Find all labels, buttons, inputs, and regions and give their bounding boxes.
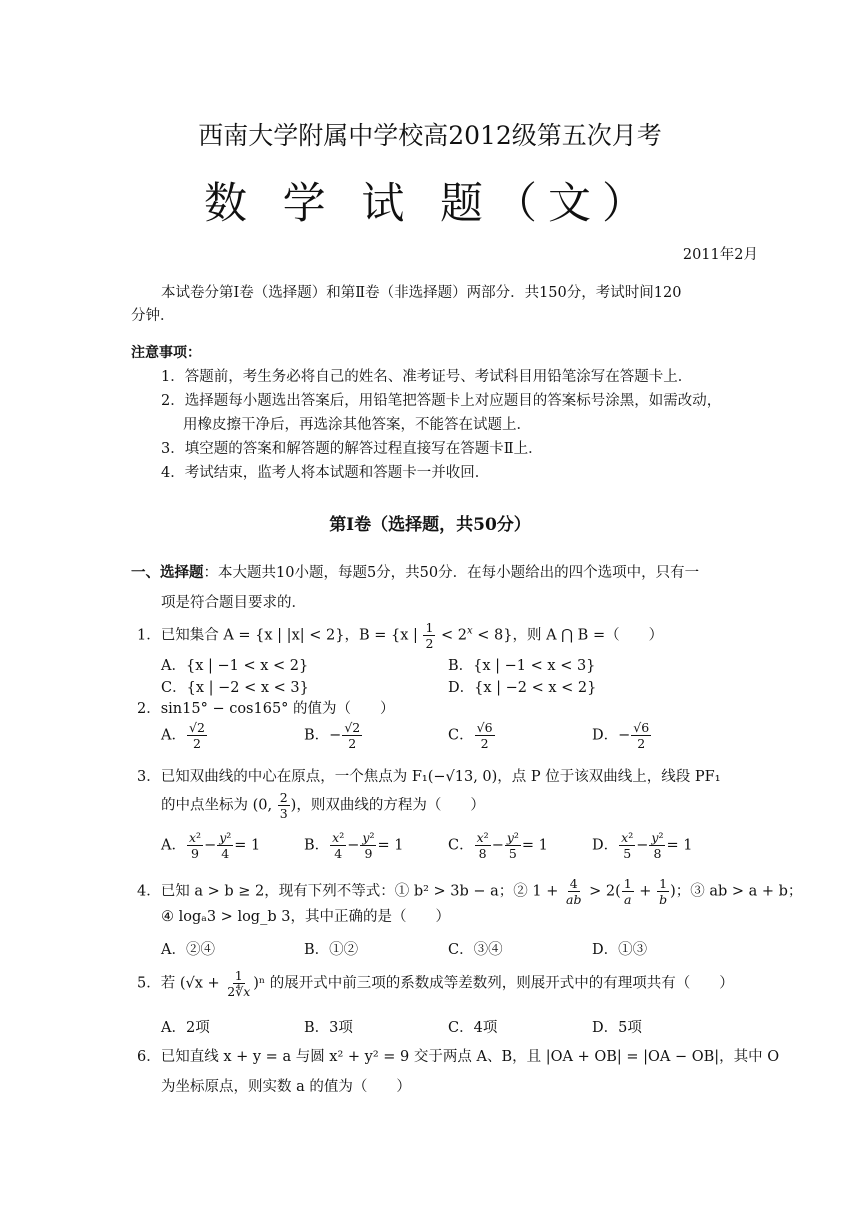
q5-option-c: C．4项 [448,1020,498,1036]
school-title: 西南大学附属中学校高2012级第五次月考 [198,121,662,150]
q3-option-c: C． $\frac{\text{x²}}{8}$ − $\frac{\text{y²}}{5}$ = 1 [448,830,548,861]
q4-option-b: B．①② [304,942,359,958]
question-3-stem-1: 3．已知双曲线的中心在原点，一个焦点为 F₁(−√13, 0)，点 P 位于该双曲线上，线段 PF₁ [137,769,721,785]
question-4-stem-2: ④ logₐ3 > log_b 3，其中正确的是（ ） [161,909,450,925]
question-3-stem-2: 的中点坐标为 (0, $\frac{2}{3}$ )，则双曲线的方程为（ ） [161,790,485,821]
q2-option-d: D．− $\frac{√6}{2}$ [592,720,650,751]
note-item: 1．答题前，考生务必将自己的姓名、准考证号、考试科目用铅笔涂写在答题卡上． [161,369,693,385]
note-item: 3．填空题的答案和解答题的解答过程直接写在答题卡Ⅱ上． [161,441,543,457]
question-6-stem-1: 6．已知直线 x + y = a 与圆 x² + y² = 9 交于两点 A、B，且 |OA + OB| = |OA − OB|，其中 O [137,1049,780,1065]
intro-line-2: 分钟． [131,308,175,324]
q4-option-d: D．①③ [592,942,648,958]
q1-option-a: A．{x | −1 < x < 2} [161,658,309,674]
q3-option-b: B． $\frac{\text{x²}}{4}$ − $\frac{\text{y²}}{9}$ = 1 [304,830,404,861]
q5-option-a: A．2项 [161,1020,210,1036]
question-1-stem: 1．已知集合 A = {x | |x| < 2}，B = {x | $\frac{1}{2}$ < $2^x < 8$}，则 A ⋂ B =（ ） [137,620,664,651]
notes-heading: 注意事项： [131,345,201,361]
exam-title: 数 学 试 题（文） [203,179,656,229]
exam-date: 2011年2月 [682,247,758,263]
q2-option-b: B．− $\frac{√2}{2}$ [304,720,361,751]
part1-label: 一、选择题 [131,565,204,581]
q4-option-c: C．③④ [448,942,503,958]
q1-option-d: D．{x | −2 < x < 2} [448,680,597,696]
q4-option-a: A．②④ [161,942,215,958]
part1-desc-line-1 [131,562,699,584]
note-item: 4．考试结束，监考人将本试题和答题卡一并收回． [161,465,490,481]
q3-option-a: A． $\frac{\text{x²}}{9}$ − $\frac{\text{y²}}{4}$ = 1 [161,830,261,861]
q2-option-c: C． $\frac{√6}{2}$ [448,720,493,751]
q1-option-c: C．{x | −2 < x < 3} [161,680,309,696]
question-2-stem: 2．sin15° − cos165° 的值为（ ） [137,701,395,717]
section-title: 第Ⅰ卷（选择题，共50分） [329,515,531,535]
part1-desc: ：本大题共10小题，每题5分，共50分．在每小题给出的四个选项中，只有一 [203,565,700,581]
note-item: 2．选择题每小题选出答案后，用铅笔把答题卡上对应题目的答案标号涂黑，如需改动， [161,393,722,409]
part1-desc-line-2: 项是符合题目要求的． [161,595,306,611]
q2-option-a: A． $\frac{√2}{2}$ [161,720,205,751]
question-6-stem-2: 为坐标原点，则实数 a 的值为（ ） [161,1079,411,1095]
q5-option-d: D．5项 [592,1020,642,1036]
q1-option-b: B．{x | −1 < x < 3} [448,658,596,674]
note-item: 用橡皮擦干净后，再选涂其他答案，不能答在试题上． [183,417,531,433]
q3-option-d: D． $\frac{\text{x²}}{5}$ − $\frac{\text{y²}}{8}$ = 1 [592,830,693,861]
intro-line-1: 本试卷分第Ⅰ卷（选择题）和第Ⅱ卷（非选择题）两部分．共150分，考试时间120 [161,285,682,301]
question-4-stem-1: 4．已知 a > b ≥ 2，现有下列不等式：① b² > 3b − a；② 1 + $\frac{4}{ab}$ > 2( $\frac{1}{a}$ + $\frac{1}{b}$ )；③ ab > a + b； [137,876,803,907]
q5-option-b: B．3项 [304,1020,353,1036]
question-5-stem: 5．若 (√x + $\frac{1}{2∜x}$ )ⁿ 的展开式中前三项的系数成等差数列，则展开式中的有理项共有（ ） [137,968,734,999]
